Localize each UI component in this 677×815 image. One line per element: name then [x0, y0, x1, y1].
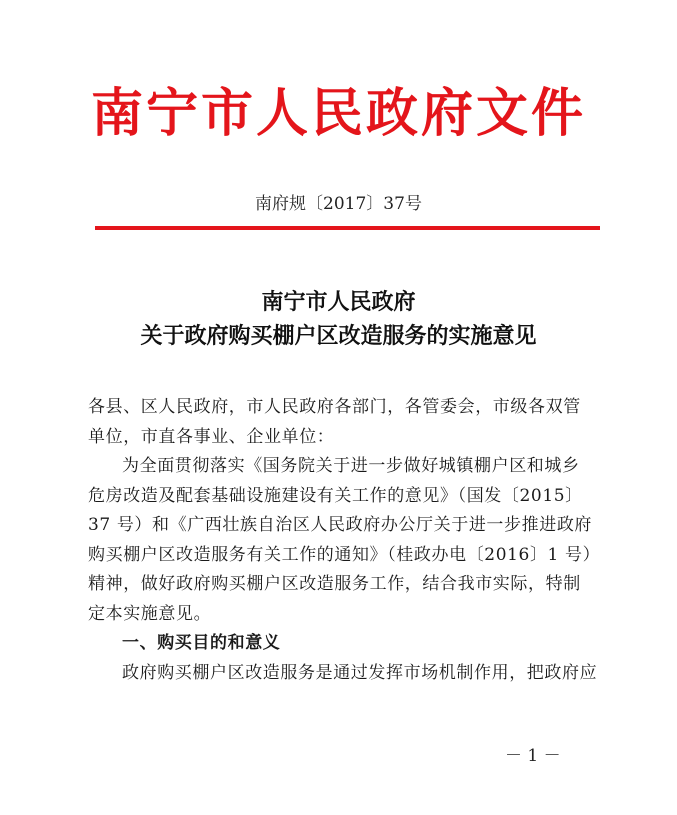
body-line: 单位，市直各事业、企业单位： — [88, 426, 335, 447]
body-line: 定本实施意见。 — [88, 603, 212, 624]
red-divider-rule — [95, 226, 600, 230]
body-line: 精神，做好政府购买棚户区改造服务工作，结合我市实际，特制 — [88, 574, 581, 594]
body-line: 各县、区人民政府，市人民政府各部门，各管委会，市级各双管 — [88, 397, 581, 417]
document-number: 南府规〔2017〕37号 — [255, 194, 422, 214]
body-line: 为全面贯彻落实《国务院关于进一步做好城镇棚户区和城乡 — [122, 456, 580, 476]
page-number: － 1 － — [505, 746, 561, 766]
document-header-title: 南宁市人民政府文件 — [90, 83, 586, 144]
section-heading: 一、购买目的和意义 — [122, 633, 281, 653]
body-line: 政府购买棚户区改造服务是通过发挥市场机制作用，把政府应 — [122, 662, 598, 683]
document-title-line-1: 南宁市人民政府 — [261, 290, 416, 315]
document-title — [0, 286, 677, 354]
body-line: 37 号）和《广西壮族自治区人民政府办公厅关于进一步推进政府 — [88, 515, 593, 535]
document-body — [88, 393, 610, 688]
body-line: 危房改造及配套基础设施建设有关工作的意见》（国发〔2015〕 — [88, 485, 583, 506]
body-line: 购买棚户区改造服务有关工作的通知》（桂政办电〔2016〕1 号） — [88, 544, 601, 565]
document-title-line-2: 关于政府购买棚户区改造服务的实施意见 — [140, 324, 537, 349]
